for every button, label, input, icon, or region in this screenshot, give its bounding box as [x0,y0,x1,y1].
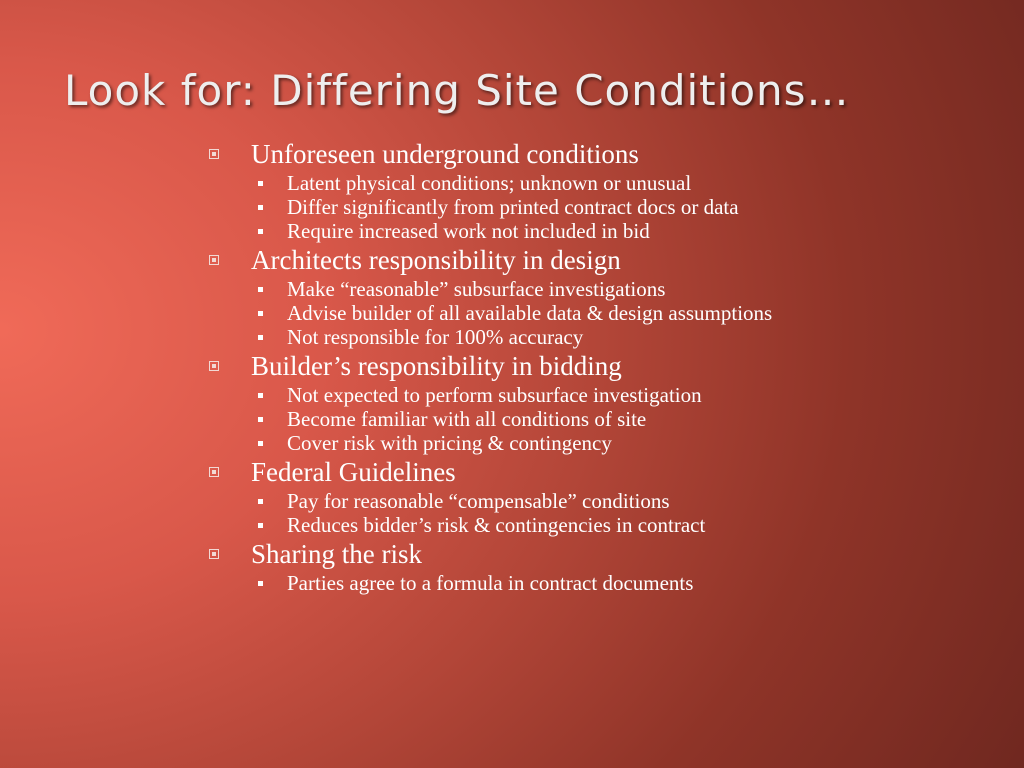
small-square-bullet-icon [258,393,263,398]
bullet-text: Architects responsibility in design [251,245,621,275]
bullet-item [205,457,845,536]
sub-bullet-text: Advise builder of all available data & design assumptions [287,301,773,325]
sub-bullet-item [205,197,845,218]
small-square-bullet-icon [258,311,263,316]
sub-bullet-item [205,279,845,300]
sub-bullet-item [205,327,845,348]
small-square-bullet-icon [258,441,263,446]
sub-bullet-item [205,303,845,324]
sub-bullet-item [205,221,845,242]
small-square-bullet-icon [258,205,263,210]
sub-bullet-text: Differ significantly from printed contract docs or data [287,195,739,219]
bullet-text: Unforeseen underground conditions [251,139,639,169]
small-square-bullet-icon [258,335,263,340]
bullet-text: Sharing the risk [251,539,422,569]
sub-bullet-text: Parties agree to a formula in contract documents [287,571,694,595]
bullet-text: Builder’s responsibility in bidding [251,351,622,381]
small-square-bullet-icon [258,181,263,186]
slide-title: Look for: Differing Site Conditions… [64,66,850,115]
sub-bullet-text: Require increased work not included in bid [287,219,650,243]
sub-bullet-text: Pay for reasonable “compensable” conditions [287,489,670,513]
bullet-item [205,539,845,594]
sub-bullet-text: Reduces bidder’s risk & contingencies in contract [287,513,706,537]
sub-bullet-item [205,515,845,536]
bullet-item [205,245,845,348]
small-square-bullet-icon [258,287,263,292]
boxed-square-bullet-icon [209,467,219,477]
sub-bullet-text: Latent physical conditions; unknown or unusual [287,171,692,195]
small-square-bullet-icon [258,229,263,234]
boxed-square-bullet-icon [209,149,219,159]
small-square-bullet-icon [258,581,263,586]
bullet-text: Federal Guidelines [251,457,456,487]
small-square-bullet-icon [258,417,263,422]
sub-bullet-text: Make “reasonable” subsurface investigations [287,277,666,301]
small-square-bullet-icon [258,499,263,504]
sub-bullet-item [205,173,845,194]
sub-bullet-item [205,409,845,430]
boxed-square-bullet-icon [209,255,219,265]
boxed-square-bullet-icon [209,361,219,371]
sub-bullet-text: Not responsible for 100% accuracy [287,325,584,349]
sub-bullet-item [205,573,845,594]
sub-bullet-item [205,491,845,512]
sub-bullet-text: Not expected to perform subsurface investigation [287,383,702,407]
sub-bullet-item [205,385,845,406]
sub-bullet-item [205,433,845,454]
small-square-bullet-icon [258,523,263,528]
bullet-list [205,136,845,594]
sub-bullet-text: Become familiar with all conditions of site [287,407,647,431]
sub-bullet-text: Cover risk with pricing & contingency [287,431,612,455]
boxed-square-bullet-icon [209,549,219,559]
bullet-item [205,139,845,242]
bullet-item [205,351,845,454]
